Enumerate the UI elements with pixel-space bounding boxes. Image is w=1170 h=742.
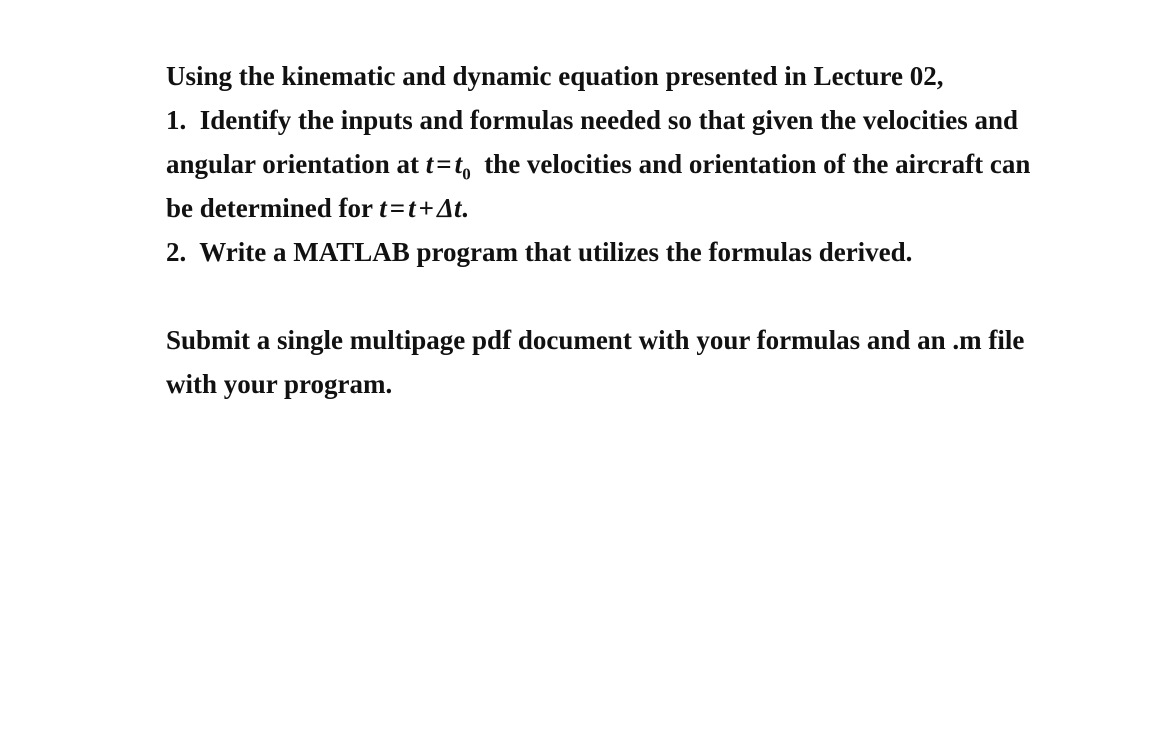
item-2-text: Write a MATLAB program that utilizes the formulas derived. [199,237,913,267]
equation-t-plus-delta-t [379,193,468,223]
item-1-number: 1. [166,105,187,135]
item-1-line-3 [166,186,1156,230]
submit-line-2: with your program. [166,369,393,399]
eq2-op: = [389,193,406,223]
item-1-line-1 [166,98,1156,142]
paragraph-spacer [166,274,1156,318]
eq2-plus: + [418,193,435,223]
eq2-end: . [461,193,469,223]
item-2-line [166,230,1156,274]
eq2-t: t [408,193,416,223]
eq2-lhs: t [379,193,387,223]
eq1-rhs: t [454,149,463,179]
item-1-text-1: Identify the inputs and formulas needed so that given the velocities and [199,105,1019,135]
submit-line-1: Submit a single multipage pdf document with your formulas and an .m file [166,325,1025,355]
item-1-text-2b: the velocities and orientation of the aircraft can [484,149,1031,179]
assignment-text [166,54,1156,406]
eq1-op: = [436,149,452,179]
item-1-text-3: be determined for [166,193,373,223]
eq2-delta: Δt [437,193,462,223]
intro-line: Using the kinematic and dynamic equation presented in Lecture 02, [166,61,944,91]
item-2-number: 2. [166,237,187,267]
eq1-sub: 0 [462,164,471,184]
item-1-line-2 [166,142,1156,186]
eq1-lhs: t [425,149,434,179]
equation-t-equals-t0 [425,149,471,184]
item-1-text-2a: angular orientation at [166,149,420,179]
